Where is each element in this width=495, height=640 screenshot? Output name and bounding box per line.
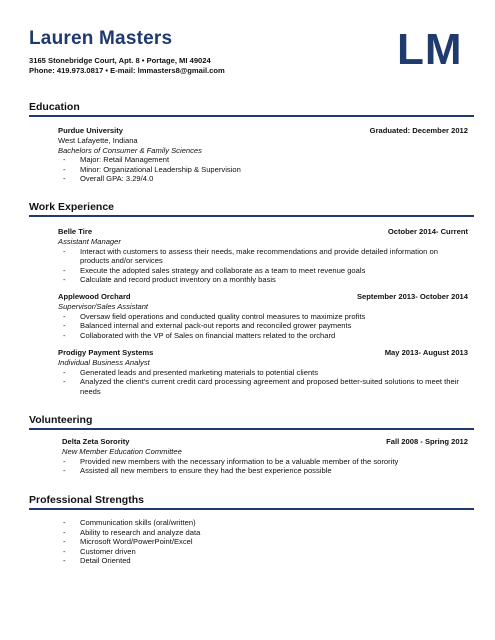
list-item: - Calculate and record product inventory on a monthly basis [63, 275, 276, 285]
section-title-volunteering: Volunteering [29, 414, 93, 426]
degree: Bachelors of Consumer & Family Sciences [58, 145, 202, 155]
company-name: Belle Tire [58, 227, 93, 236]
strengths-bullets [58, 518, 468, 566]
list-item: - Overall GPA: 3.29/4.0 [63, 174, 154, 184]
list-item: - Interact with customers to assess their needs, make recommendations and provide detailed information on products and/or services [63, 246, 438, 266]
company-name: Prodigy Payment Systems [58, 348, 154, 357]
list-item: - Collaborated with the VP of Sales on financial matters related to the orchard [63, 330, 336, 340]
monogram-logo: LM [397, 25, 463, 74]
list-item: - Generated leads and presented marketing materials to potential clients [63, 367, 319, 377]
company-name: Applewood Orchard [58, 292, 131, 301]
job-role: Assistant Manager [58, 237, 121, 246]
list-item: - Balanced internal and external pack-out reports and reconciled grower payments [63, 321, 352, 331]
list-item: - Microsoft Word/PowerPoint/Excel [63, 537, 193, 547]
volunteer-role: New Member Education Committee [62, 447, 182, 456]
job-bullets [58, 368, 468, 397]
education-bullets [58, 155, 468, 184]
list-item: - Communication skills (oral/written) [63, 518, 196, 527]
list-item: - Oversaw field operations and conducted quality control measures to maximize profits [63, 311, 366, 321]
resume-name: Lauren Masters [29, 28, 173, 49]
section-title-strengths: Professional Strengths [29, 494, 144, 506]
list-item: - Customer driven [63, 546, 136, 556]
list-item: - Ability to research and analyze data [63, 527, 201, 537]
job-role: Individual Business Analyst [58, 358, 150, 367]
list-item: - Analyzed the client’s current credit card processing agreement and proposed better-suited solutions to meet their needs [63, 377, 459, 396]
volunteer-entry [58, 437, 468, 476]
volunteer-date: Fall 2008 - Spring 2012 [386, 437, 468, 446]
list-item: - Provided new members with the necessary information to be a valuable member of the sorority [63, 456, 399, 466]
section-divider [29, 508, 474, 510]
job-entry [58, 348, 468, 396]
job-entry [58, 227, 468, 285]
list-item: - Execute the adopted sales strategy and collaborate as a team to meet revenue goals [63, 265, 366, 275]
education-entry [58, 126, 468, 184]
school-name: Purdue University [58, 126, 123, 135]
job-entry [58, 292, 468, 340]
job-bullets [58, 312, 468, 341]
list-item: - Minor: Organizational Leadership & Supervision [63, 164, 241, 174]
section-title-education: Education [29, 101, 80, 113]
section-title-experience: Work Experience [29, 201, 115, 213]
job-date: September 2013- October 2014 [356, 292, 468, 301]
graduation-date: Graduated: December 2012 [369, 126, 468, 135]
strengths-entry [58, 518, 468, 566]
job-role: Supervisor/Sales Assistant [58, 302, 149, 311]
list-item: - Assisted all new members to ensure they had the best experience possible [63, 466, 332, 476]
volunteer-bullets [58, 457, 468, 476]
job-bullets [58, 247, 468, 285]
section-divider [29, 428, 474, 430]
list-item: - Detail Oriented [63, 556, 131, 566]
section-divider [29, 215, 474, 217]
volunteer-org: Delta Zeta Sorority [62, 437, 130, 446]
address-line: 3165 Stonebridge Court, Apt. 8 • Portage, MI 49024 [29, 56, 211, 65]
list-item: - Major: Retail Management [63, 155, 170, 165]
job-date: May 2013- August 2013 [384, 348, 468, 357]
job-date: October 2014- Current [387, 227, 468, 236]
school-location: West Lafayette, Indiana [58, 136, 138, 145]
section-divider [29, 115, 474, 117]
contact-line: Phone: 419.973.0817 • E-mail: lmmasters8@gmail.com [29, 66, 225, 75]
